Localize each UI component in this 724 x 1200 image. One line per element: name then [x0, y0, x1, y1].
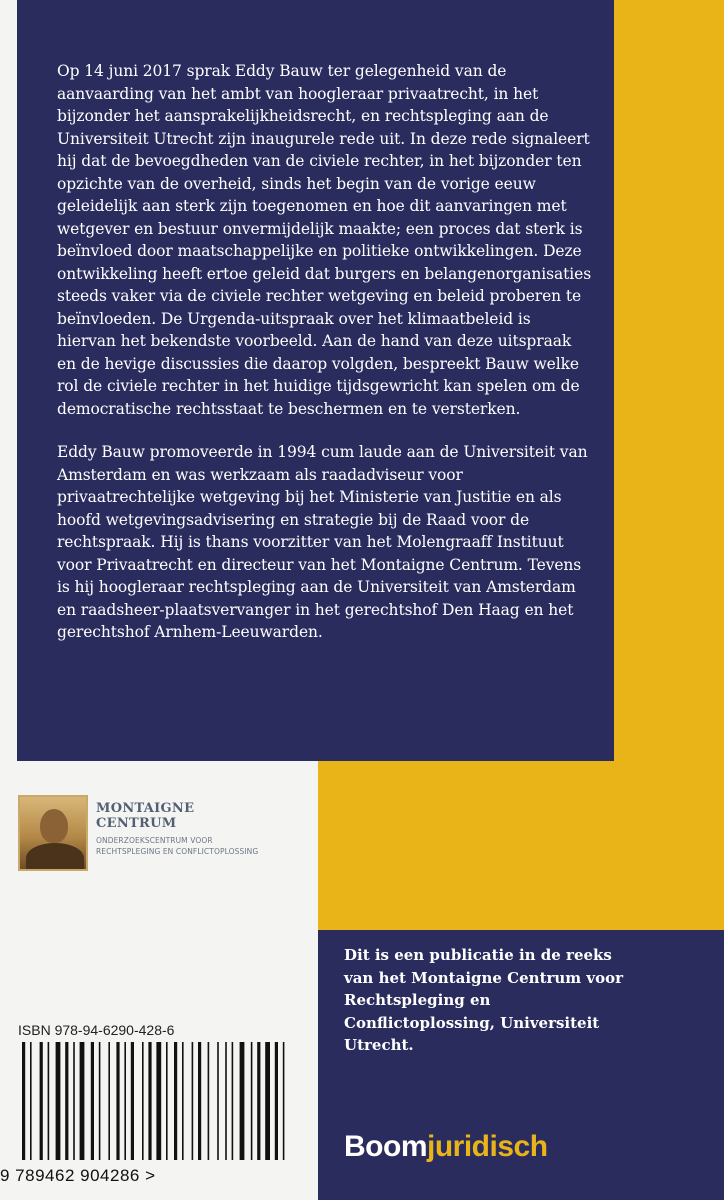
barcode-bar: [99, 1042, 101, 1160]
barcode-bar: [48, 1042, 50, 1160]
isbn-label: ISBN 978-94-6290-428-6: [18, 1022, 175, 1038]
barcode-bar: [265, 1042, 270, 1160]
barcode-bar: [124, 1042, 126, 1160]
barcode-bar: [22, 1042, 25, 1160]
logo-subtitle: [96, 835, 258, 857]
barcode-bar: [208, 1042, 210, 1160]
blurb-paragraph-author-bio: Eddy Bauw promoveerde in 1994 cum laude aan de Universiteit van Amsterdam en was werkzaam als raadadviseur voor privaatrechtelijke wetgeving bij het Ministerie van Justitie en als hoofd wetgevingsadvisering en strategie bij de Raad voor de rechtspraak. Hij is thans voorzitter van het Molengraaff Instituut voor Privaatrecht en directeur van het Montaigne Centrum. Tevens is hij hoogleraar rechtspleging aan de Universiteit van Amsterdam en raadsheer-plaatsvervanger in het gerechtshof Den Haag en het gerechtshof Arnhem-Leeuwarden.: [57, 443, 588, 641]
series-info-box: [318, 930, 724, 1200]
barcode-bar: [225, 1042, 227, 1160]
barcode-bar: [198, 1042, 201, 1160]
barcode-bar: [108, 1042, 110, 1160]
publisher-name-part1: Boom: [344, 1130, 427, 1163]
barcode-bar: [131, 1042, 134, 1160]
barcode-bar: [142, 1042, 144, 1160]
back-cover-blurb-panel: [17, 0, 614, 761]
logo-sub-line2: RECHTSPLEGING EN CONFLICTOPLOSSING: [96, 847, 259, 856]
barcode-bar: [116, 1042, 119, 1160]
montaigne-portrait-icon: [18, 795, 88, 871]
barcode-bar: [217, 1042, 219, 1160]
logo-name-line2: CENTRUM: [96, 816, 177, 831]
logo-name: [96, 801, 194, 831]
barcode-bar: [240, 1042, 245, 1160]
barcode-bar: [80, 1042, 85, 1160]
blurb-paragraph-summary: Op 14 juni 2017 sprak Eddy Bauw ter gelegenheid van de aanvaarding van het ambt van hoogleraar privaatrecht, in het bijzonder het aansprakelijkheidsrecht, en rechtspleging aan de Universiteit Utrecht zijn inaugurele rede uit. In deze rede signaleert hij dat de bevoegdheden van de civiele rechter, in het bijzonder ten opzichte van de overheid, sinds het begin van de vorige eeuw geleidelijk aan sterk zijn toegenomen en hoe dit aanvaringen met wetgever en bestuur onvermijdelijk maakte; een proces dat sterk is beïnvloed door maatschappelijke en politieke ontwikkelingen. Deze ontwikkeling heeft ertoe geleid dat burgers en belangenorganisaties steeds vaker via de civiele rechter wetgeving en beleid proberen te beïnvloeden. De Urgenda-uitspraak over het klimaatbeleid is hiervan het bekendste voorbeeld. Aan de hand van deze uitspraak en de hevige discussies die daarop volgden, bespreekt Bauw welke rol de civiele rechter in het huidige tijdsgewricht kan spelen om de democratische rechtsstaat te beschermen en te versterken.: [57, 62, 592, 418]
barcode-bar: [148, 1042, 151, 1160]
barcode-bar: [174, 1042, 177, 1160]
barcode-bar: [40, 1042, 43, 1160]
barcode-bar: [156, 1042, 161, 1160]
logo-name-line1: MONTAIGNE: [96, 801, 195, 816]
barcode-bar: [251, 1042, 253, 1160]
publisher-logo: [344, 1130, 548, 1164]
barcode-bar: [257, 1042, 260, 1160]
montaigne-centrum-logo: [18, 795, 308, 875]
barcode-bar: [65, 1042, 68, 1160]
publisher-name-part2: juridisch: [427, 1130, 548, 1163]
logo-sub-line1: ONDERZOEKSCENTRUM VOOR: [96, 836, 213, 845]
barcode-bar: [166, 1042, 168, 1160]
barcode-bar: [275, 1042, 278, 1160]
barcode-bar: [73, 1042, 75, 1160]
barcode-bar: [182, 1042, 184, 1160]
isbn-barcode: [18, 1042, 308, 1160]
barcode-bar: [91, 1042, 94, 1160]
barcode-bar: [283, 1042, 285, 1160]
barcode-digits: 9 789462 904286 >: [0, 1166, 156, 1185]
barcode-bar: [232, 1042, 234, 1160]
series-description: Dit is een publicatie in de reeks van het Montaigne Centrum voor Rechtspleging en Conflictoplossing, Universiteit Utrecht.: [344, 946, 624, 1054]
barcode-bar: [30, 1042, 32, 1160]
barcode-bar: [56, 1042, 61, 1160]
barcode-bar: [192, 1042, 194, 1160]
